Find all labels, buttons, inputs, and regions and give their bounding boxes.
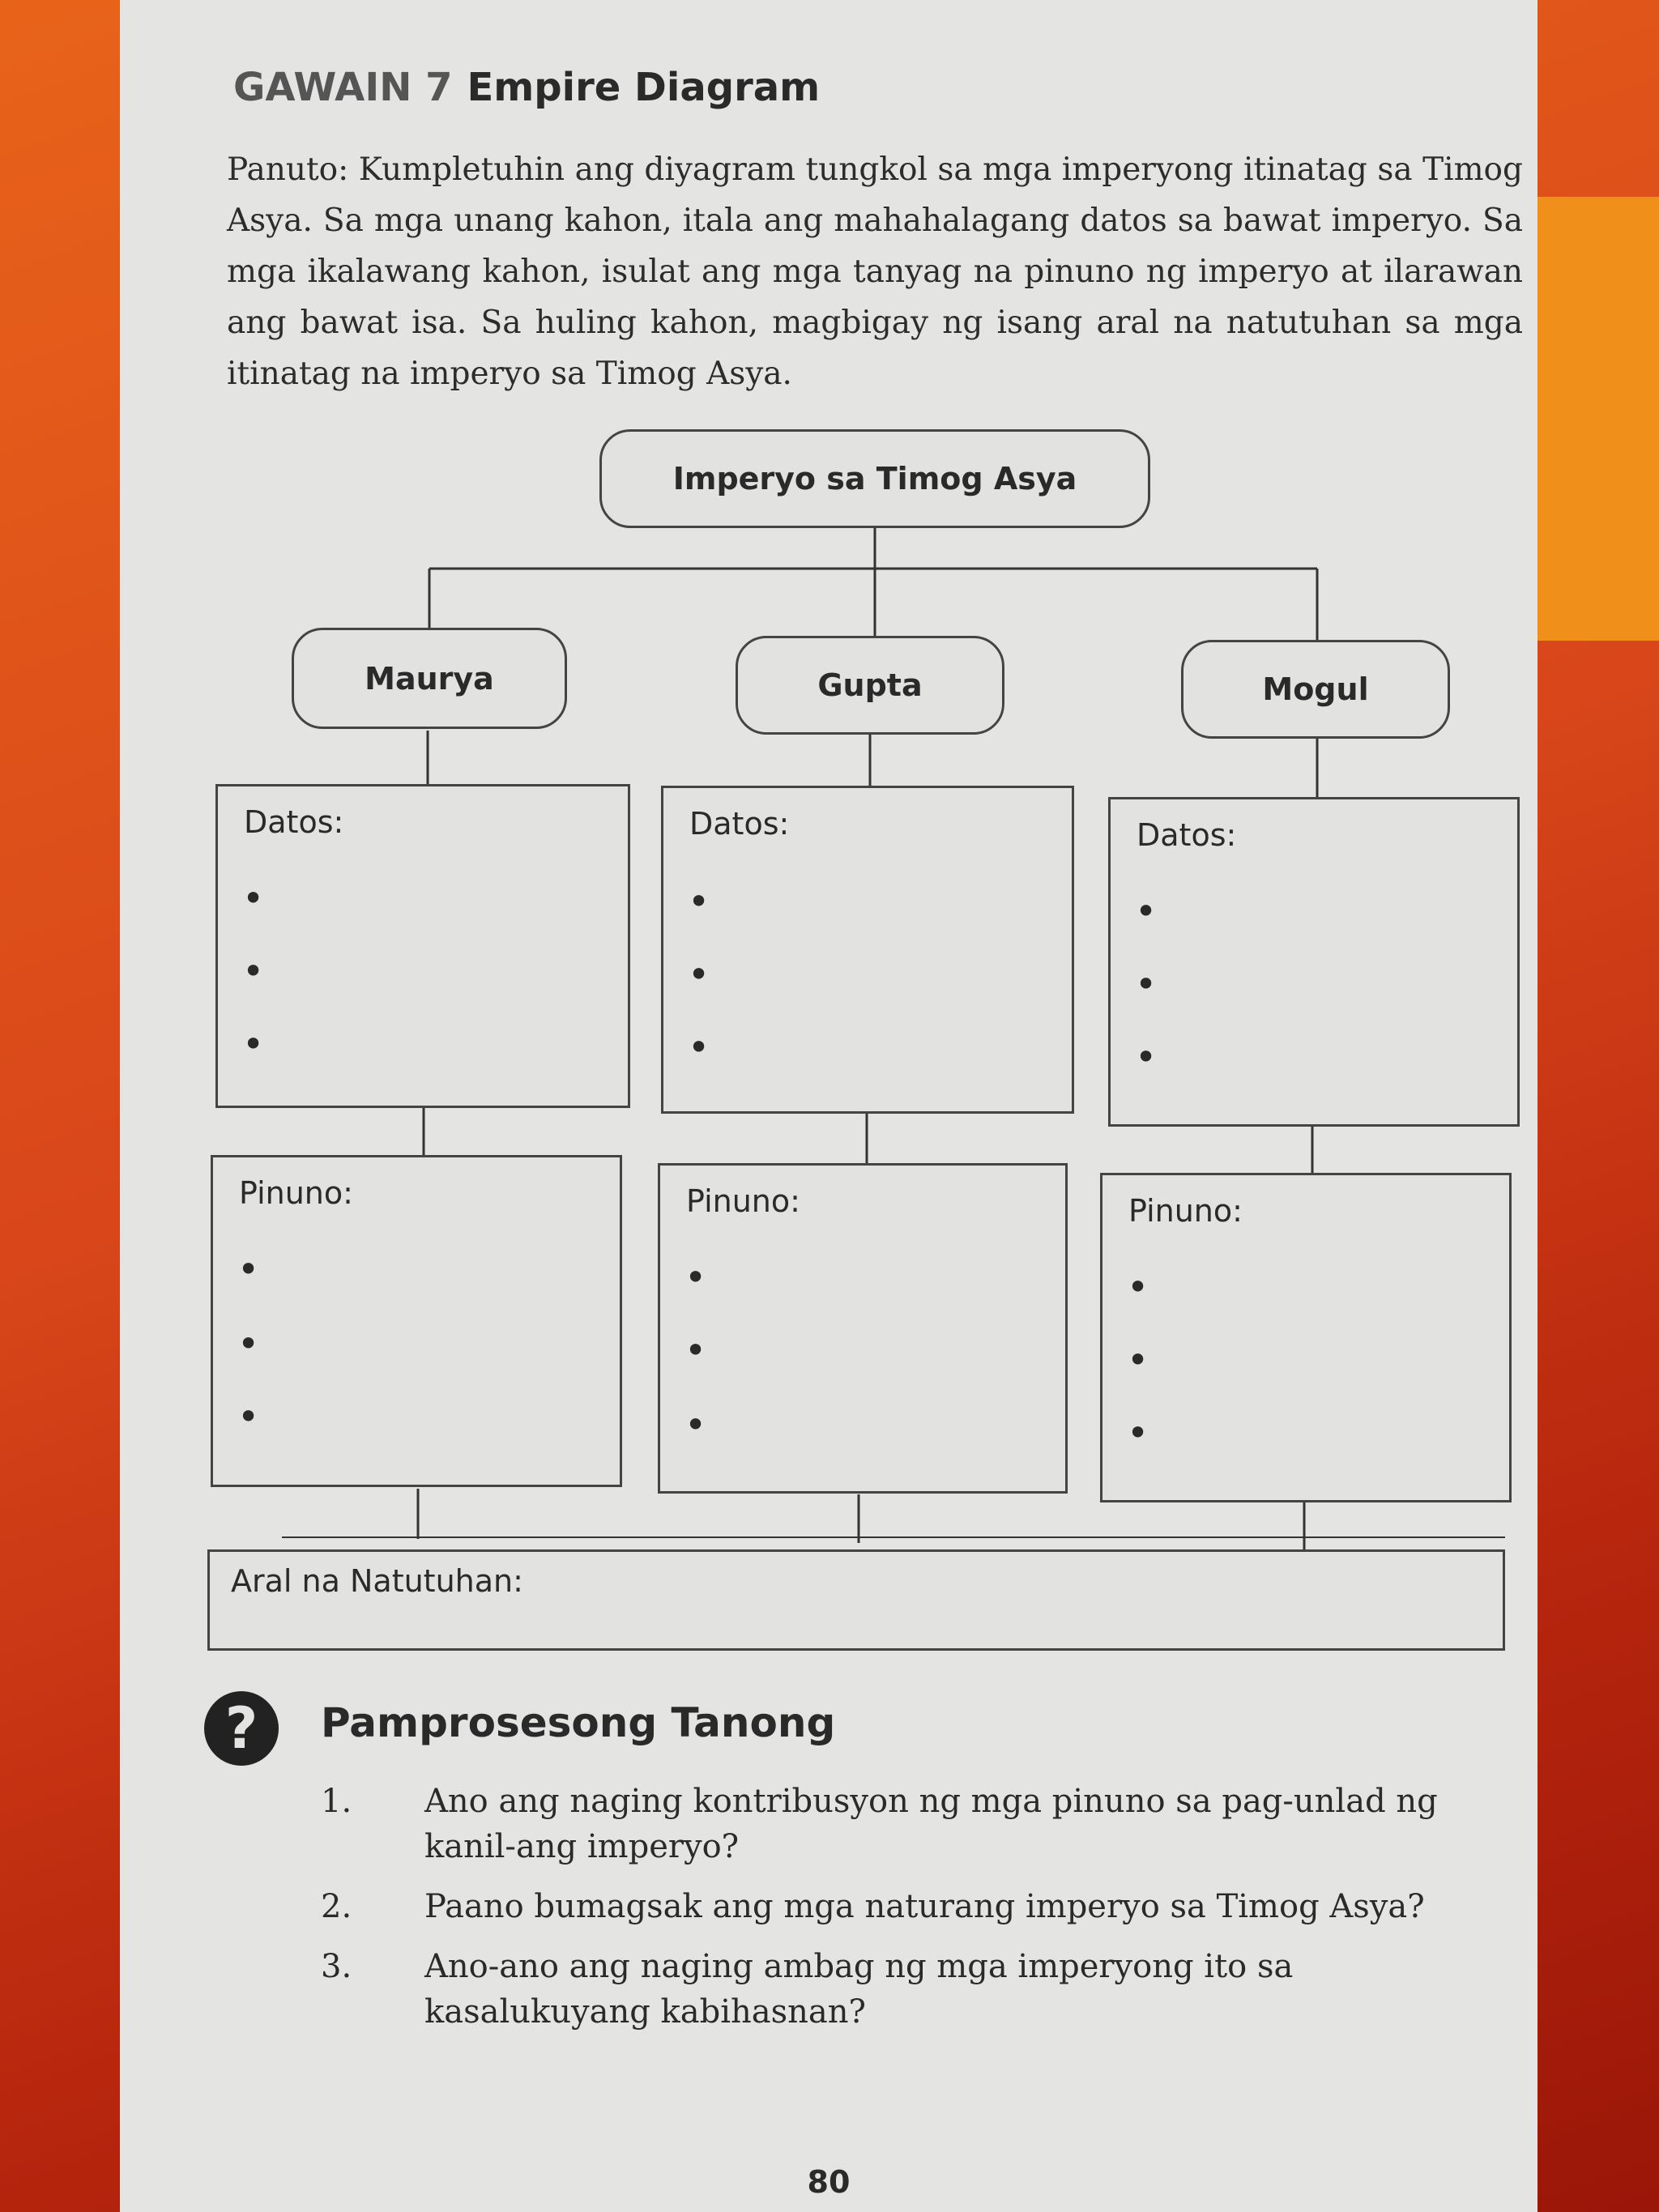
question-item	[321, 1779, 1471, 1869]
root-node-label: Imperyo sa Timog Asya	[672, 461, 1077, 497]
bullet-item	[684, 1261, 706, 1296]
workbook-page	[120, 0, 1537, 2212]
bullet-item	[1135, 1041, 1157, 1076]
activity-title: Empire Diagram	[467, 65, 821, 110]
aral-label: Aral na Natutuhan:	[231, 1563, 523, 1599]
pinuno-box-maurya	[211, 1155, 622, 1487]
datos-box-mogul	[1108, 797, 1520, 1127]
bullet-item	[242, 955, 264, 990]
datos-box-maurya	[215, 784, 630, 1108]
bullet-item	[1127, 1271, 1149, 1306]
question-number: 2.	[321, 1888, 352, 1925]
activity-number: GAWAIN 7	[233, 65, 453, 110]
empire-label-maurya: Maurya	[365, 660, 494, 697]
root-node	[599, 429, 1150, 528]
bullet-item	[1127, 1417, 1149, 1451]
pinuno-label: Pinuno:	[1128, 1193, 1243, 1229]
empire-label-mogul: Mogul	[1262, 671, 1369, 707]
pinuno-box-gupta	[658, 1163, 1068, 1494]
empire-node-maurya	[292, 628, 567, 729]
datos-label: Datos:	[689, 806, 790, 842]
pinuno-box-mogul	[1100, 1173, 1512, 1502]
question-mark-icon: ?	[204, 1691, 279, 1766]
datos-label: Datos:	[244, 804, 344, 840]
bullet-item	[237, 1400, 259, 1435]
aral-box	[207, 1549, 1505, 1651]
bullet-item	[1127, 1344, 1149, 1379]
orange-side-tab	[1537, 197, 1659, 641]
bullet-item	[1135, 895, 1157, 930]
bullet-item	[688, 1031, 710, 1066]
bullet-item	[237, 1328, 259, 1362]
question-number: 3.	[321, 1948, 352, 1985]
question-text: Ano ang naging kontribusyon ng mga pinuno sa pag-unlad ng kanil-ang imperyo?	[424, 1783, 1438, 1865]
question-item	[321, 1944, 1471, 2035]
question-number: 1.	[321, 1783, 352, 1820]
bullet-item	[684, 1409, 706, 1443]
bullet-item	[688, 885, 710, 920]
bullet-item	[242, 1028, 264, 1063]
question-item	[321, 1884, 1471, 1929]
bullet-item	[684, 1334, 706, 1369]
pinuno-label: Pinuno:	[239, 1175, 353, 1211]
bullet-item	[237, 1253, 259, 1288]
page-number: 80	[807, 2164, 851, 2200]
instructions-text: Panuto: Kumpletuhin ang diyagram tungkol sa mga imperyong itinatag sa Timog Asya. Sa mga unang kahon, itala ang mahahalagang datos sa bawat imperyo. Sa mga ikalawang kahon, isulat ang mga tanyag na pinuno ng imperyo at ilarawan ang bawat isa. Sa huling kahon, magbigay ng isang aral na natutuhan sa mga itinatag na imperyo sa Timog Asya.	[227, 151, 1523, 392]
bullet-item	[1135, 968, 1157, 1003]
pinuno-label: Pinuno:	[686, 1183, 800, 1219]
question-text: Paano bumagsak ang mga naturang imperyo sa Timog Asya?	[424, 1888, 1425, 1925]
empire-node-gupta	[736, 636, 1004, 735]
bullet-item	[688, 958, 710, 993]
datos-label: Datos:	[1137, 817, 1237, 853]
empire-node-mogul	[1181, 640, 1450, 739]
datos-box-gupta	[661, 786, 1074, 1114]
questions-title: Pamprosesong Tanong	[321, 1699, 836, 1746]
empire-label-gupta: Gupta	[817, 667, 923, 703]
bullet-item	[242, 882, 264, 917]
question-text: Ano-ano ang naging ambag ng mga imperyong ito sa kasalukuyang kabihasnan?	[424, 1948, 1294, 2031]
questions-list	[321, 1779, 1471, 2049]
